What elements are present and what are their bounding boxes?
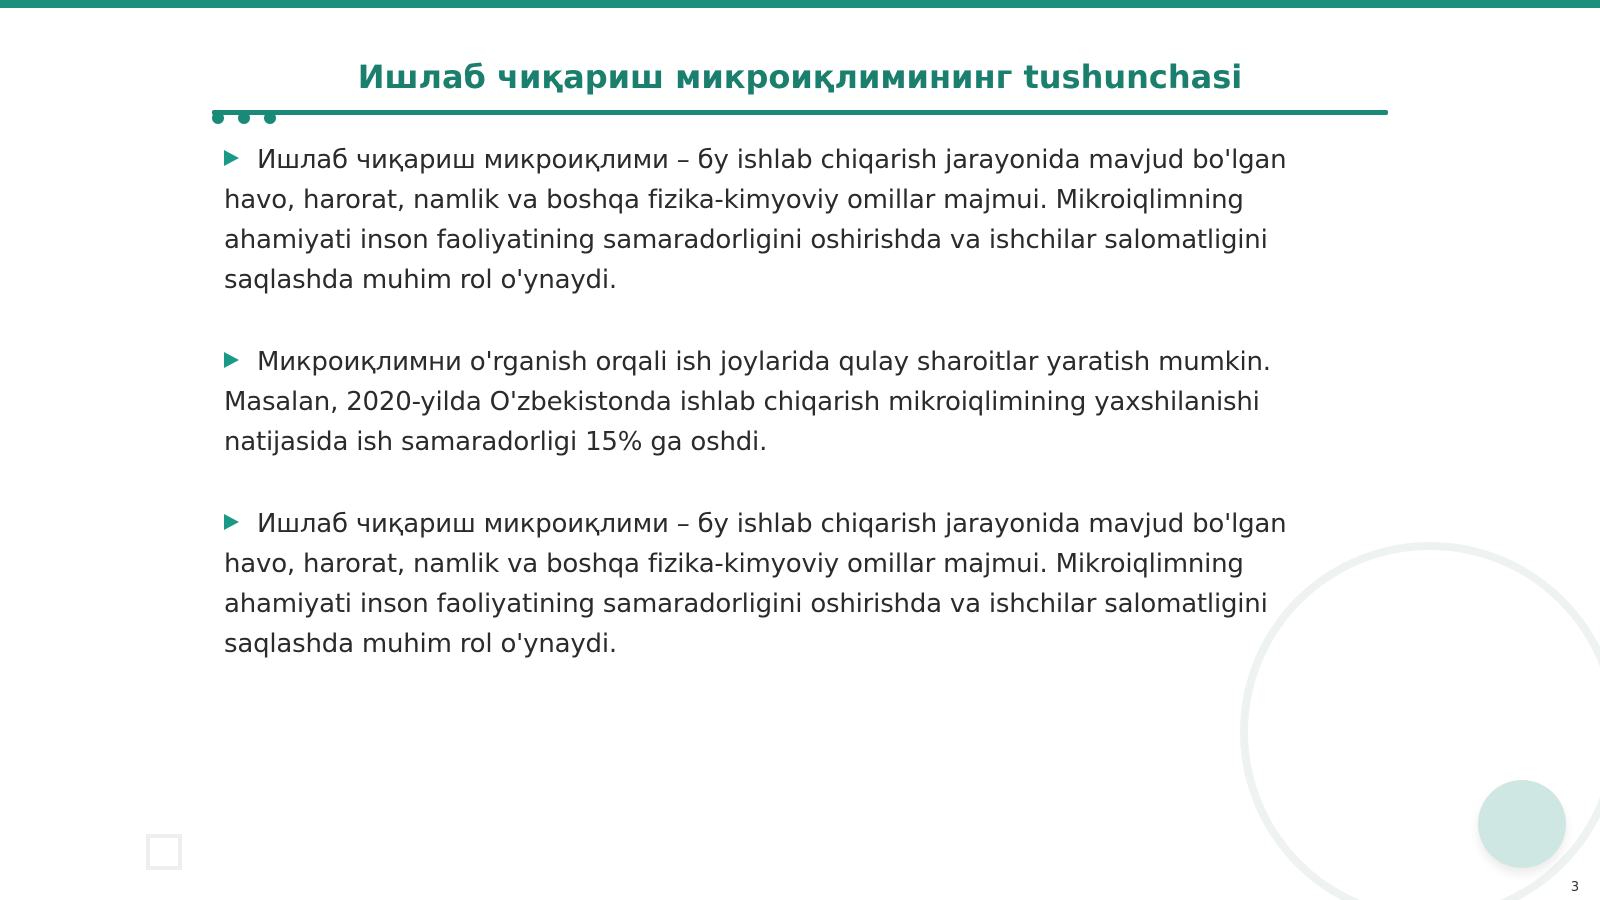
slide-body (224, 140, 1354, 706)
title-dots (212, 112, 282, 124)
bullet-paragraph (224, 504, 1354, 664)
title-underline (212, 110, 1388, 115)
top-accent-bar (0, 0, 1600, 8)
decorative-circle (1478, 780, 1566, 868)
triangle-bullet-icon (224, 150, 239, 166)
paragraph-text: Микроиқлимни o'rganish orqali ish joylarida qulay sharoitlar yaratish mumkin. Masalan, 2020-yilda O'zbekistonda ishlab chiqarish mikroiqlimining yaxshilanishi natijasida ish samaradorligi 15% ga oshdi. (224, 347, 1271, 457)
decorative-square (146, 834, 182, 870)
slide-title: Ишлаб чиқариш микроиқлимининг tushunchasi (357, 58, 1243, 96)
decorative-dot (212, 112, 224, 124)
decorative-dot (264, 112, 276, 124)
bullet-paragraph (224, 342, 1354, 462)
paragraph-text: Ишлаб чиқариш микроиқлими – бу ishlab chiqarish jarayonida mavjud bo'lgan havo, harorat, namlik va boshqa fizika-kimyoviy omillar majmui. Mikroiqlimning ahamiyati inson faoliyatining samaradorligini oshirishda va ishchilar salomatligini saqlashda muhim rol o'ynaydi. (224, 509, 1287, 659)
bullet-paragraph (224, 140, 1354, 300)
triangle-bullet-icon (224, 514, 239, 530)
triangle-bullet-icon (224, 352, 239, 368)
paragraph-text: Ишлаб чиқариш микроиқлими – бу ishlab chiqarish jarayonida mavjud bo'lgan havo, harorat, namlik va boshqa fizika-kimyoviy omillar majmui. Mikroiqlimning ahamiyati inson faoliyatining samaradorligini oshirishda va ishchilar salomatligini saqlashda muhim rol o'ynaydi. (224, 145, 1287, 295)
decorative-dot (238, 112, 250, 124)
page-number: 3 (1570, 880, 1580, 895)
